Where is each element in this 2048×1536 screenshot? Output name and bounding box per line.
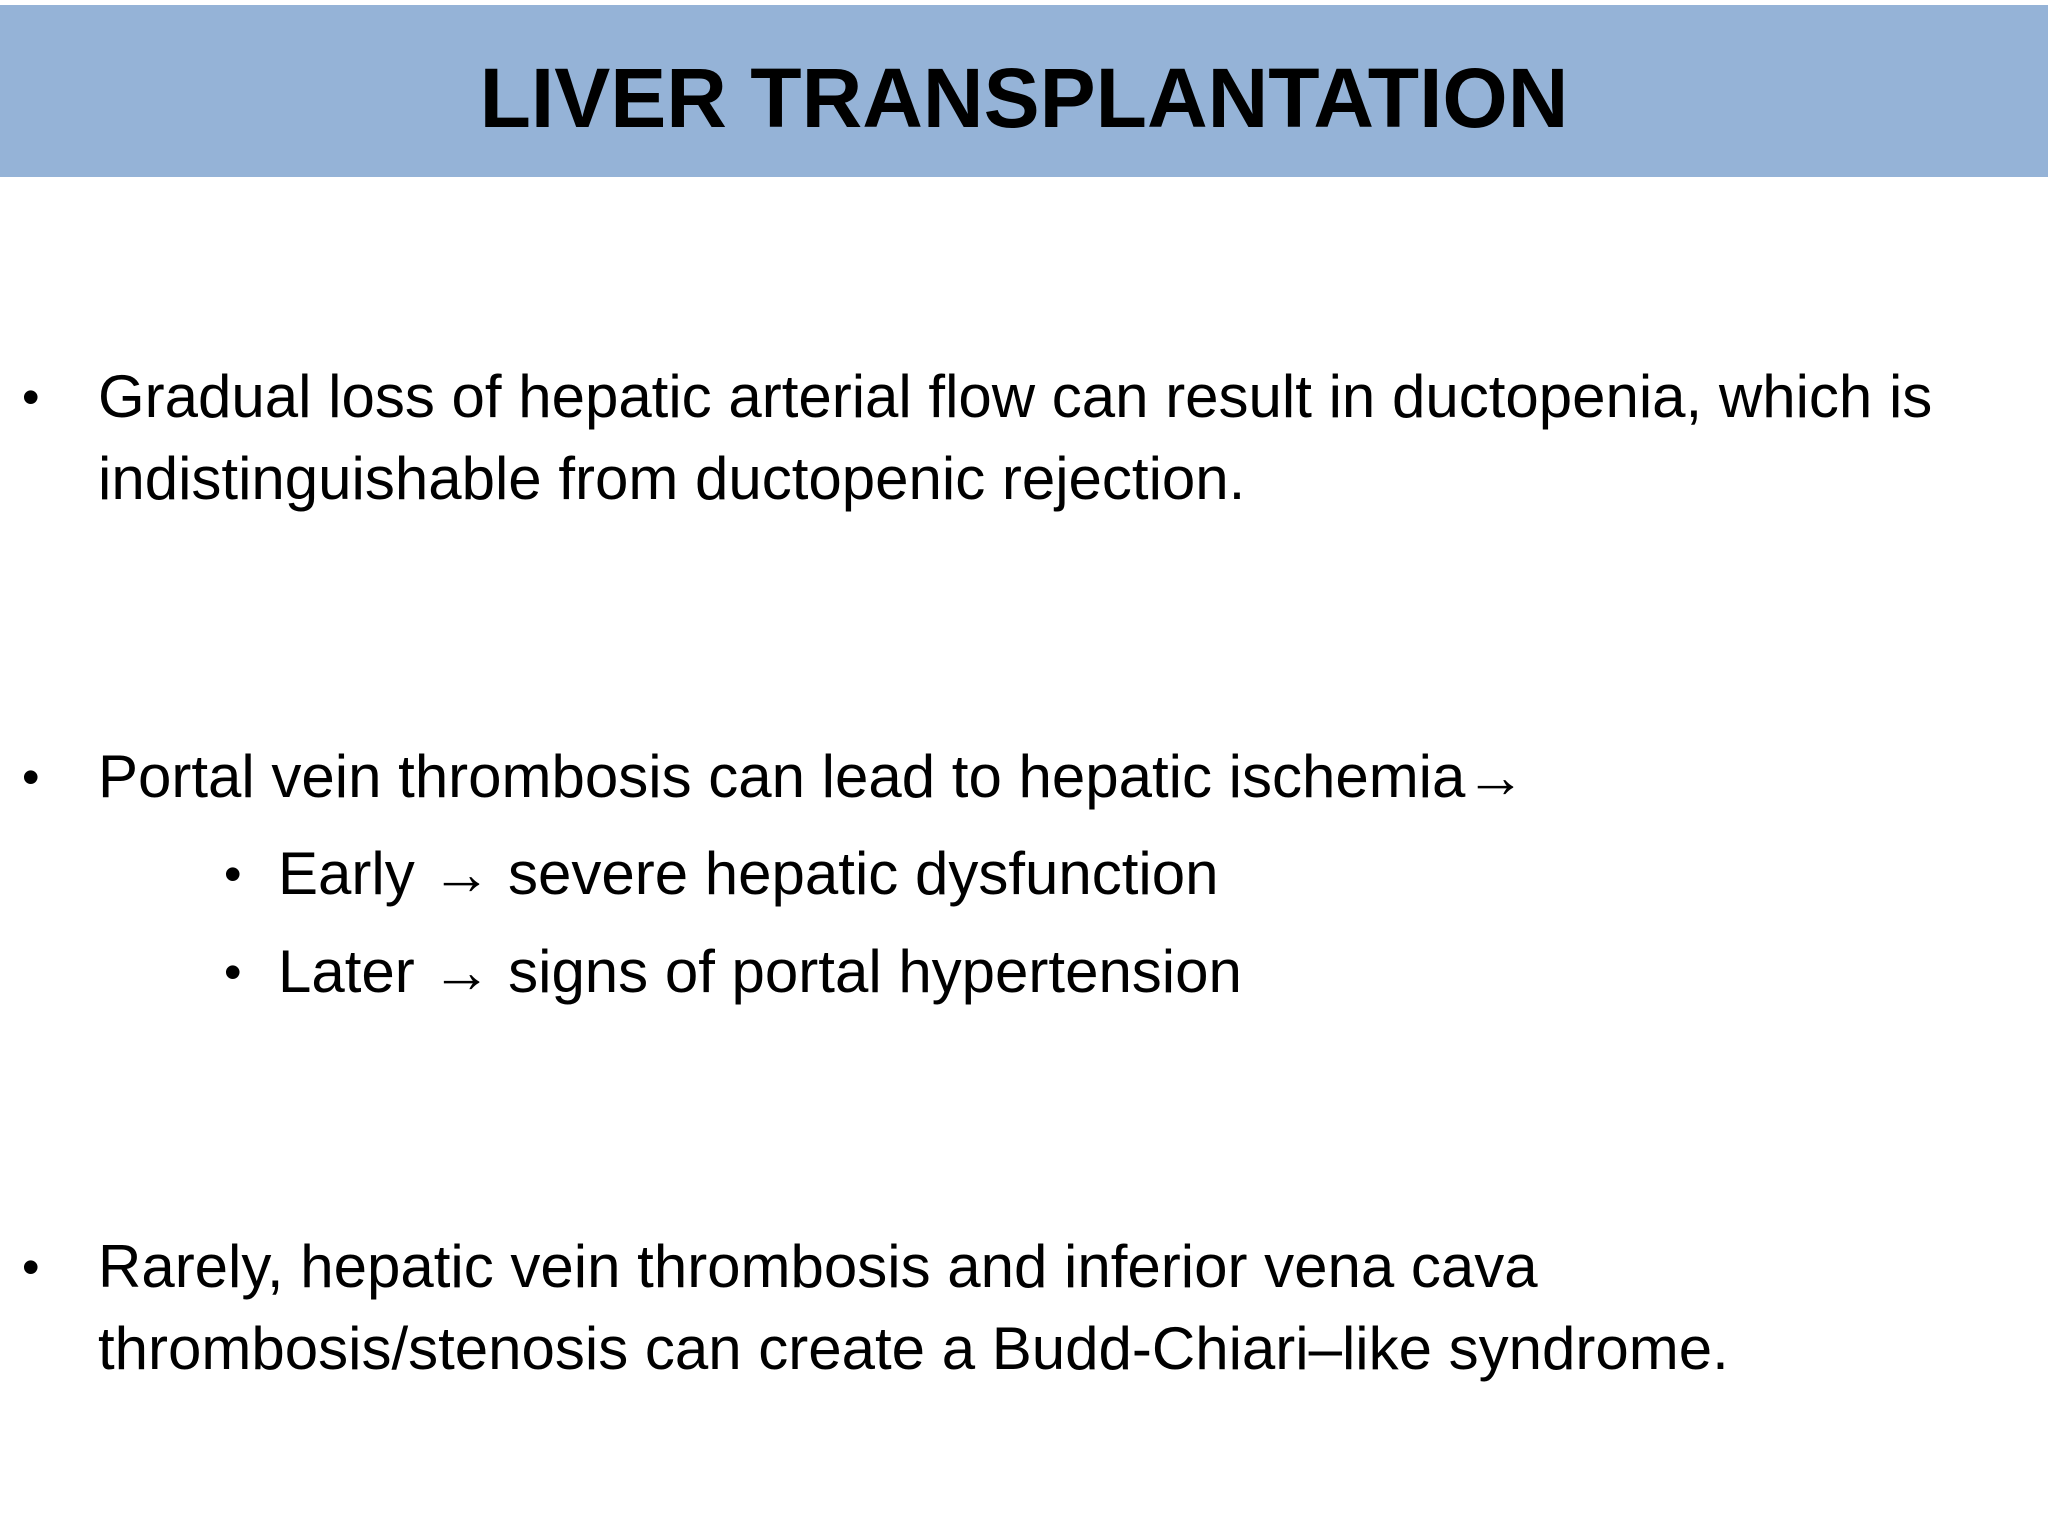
bullet-marker: • <box>22 369 40 425</box>
arrow-icon: → <box>431 840 492 907</box>
bullet-marker: • <box>22 749 40 805</box>
bullet-text <box>98 1226 2038 1390</box>
bullet-line: indistinguishable from ductopenic rejection. <box>98 445 1246 512</box>
bullet-line: Rarely, hepatic vein thrombosis and inferior vena cava <box>98 1233 1538 1300</box>
bullet-line: Gradual loss of hepatic arterial flow can result in ductopenia, which is <box>98 363 1933 430</box>
arrow-icon: → <box>431 938 492 1005</box>
bullet-text <box>98 736 2038 818</box>
slide-title: LIVER TRANSPLANTATION <box>479 51 1569 145</box>
bullet-line: thrombosis/stenosis can create a Budd-Chiari–like syndrome. <box>98 1315 1729 1382</box>
sub-bullet-marker: • <box>224 846 242 902</box>
sub-bullet-lead: Later <box>278 938 415 1005</box>
arrow-icon: → <box>1465 743 1526 810</box>
sub-bullet-text <box>278 833 1218 915</box>
sub-bullet-lead: Early <box>278 840 415 907</box>
sub-bullet-detail: severe hepatic dysfunction <box>508 840 1219 907</box>
bullet-marker: • <box>22 1239 40 1295</box>
sub-bullet-text <box>278 931 1242 1013</box>
sub-bullet-marker: • <box>224 944 242 1000</box>
bullet-text <box>98 356 2038 520</box>
bullet-line: Portal vein thrombosis can lead to hepatic ischemia <box>98 743 1466 810</box>
sub-bullet-detail: signs of portal hypertension <box>508 938 1242 1005</box>
